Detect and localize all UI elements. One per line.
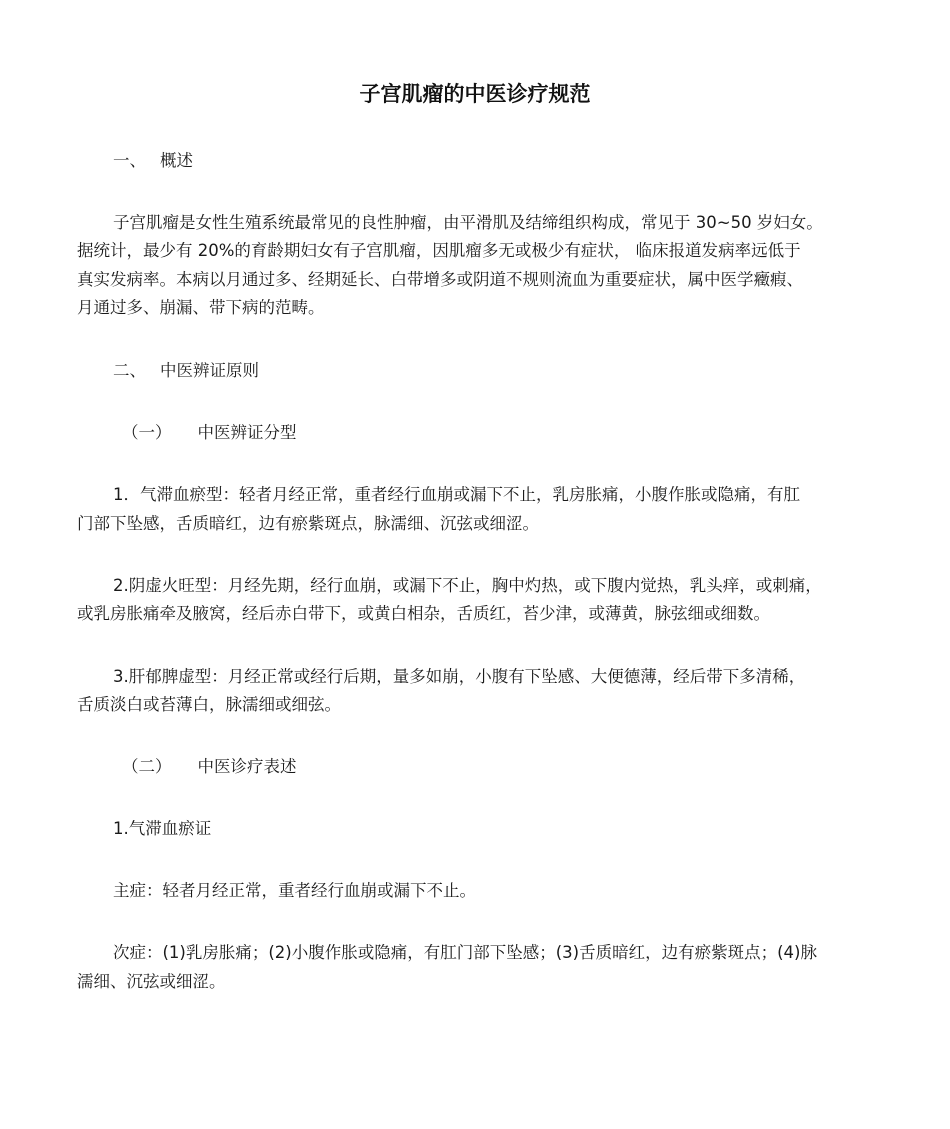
subsection-heading-diagnosis [77,757,922,777]
section-title: 概述 [160,151,193,170]
subsection-heading-types [77,423,922,443]
document-title: 子宫肌瘤的中医诊疗规范 [359,82,591,106]
type-paragraph-line: 2.阴虚火旺型：月经先期，经行血崩，或漏下不止，胸中灼热，或下腹内觉热，乳头痒，或刺痛， [113,576,822,595]
type-paragraph-line: 1．气滞血瘀型：轻者月经正常，重者经行血崩或漏下不止，乳房胀痛，小腹作胀或隐痛，有肛 [113,485,800,504]
section-title: 中医辨证原则 [160,361,259,380]
subsection-title: 中医辨证分型 [197,423,297,442]
type-paragraph-line: 门部下坠感，舌质暗红，边有瘀紫斑点，脉濡细、沉弦或细涩。 [77,514,539,533]
secondary-symptom-line: 次症：(1)乳房胀痛；(2)小腹作胀或隐痛，有肛门部下坠感；(3)舌质暗红，边有瘀紫斑点；(4)脉 [113,943,817,962]
overview-line: 据统计，最少有 20%的育龄期妇女有子宫肌瘤，因肌瘤多无或极少有症状， 临床报道发病率远低于 [77,241,801,260]
type-paragraph-line: 或乳房胀痛牵及腋窝，经后赤白带下，或黄白相杂，舌质红，苔少津，或薄黄，脉弦细或细数。 [77,604,770,623]
secondary-symptom-line: 濡细、沉弦或细涩。 [77,972,226,991]
section-heading-overview [77,151,913,171]
subsection-number: （一） [122,423,172,442]
item-heading: 1.气滞血瘀证 [113,819,212,838]
overview-line: 月通过多、崩漏、带下病的范畴。 [77,298,325,317]
type-paragraph-line: 3.肝郁脾虚型：月经正常或经行后期，量多如崩，小腹有下坠感、大便德薄，经后带下多清稀， [113,667,806,686]
overview-line: 真实发病率。本病以月通过多、经期延长、白带增多或阴道不规则流血为重要症状，属中医学癥瘕、 [77,270,803,289]
section-heading-principles [77,361,913,381]
type-paragraph-line: 舌质淡白或苔薄白，脉濡细或细弦。 [77,695,341,714]
overview-line: 子宫肌瘤是女性生殖系统最常见的良性肿瘤，由平滑肌及结缔组织构成，常见于 30~50 岁妇女。 [113,213,823,232]
section-number: 一、 [113,151,146,170]
subsection-title: 中医诊疗表述 [197,757,297,776]
subsection-number: （二） [122,757,172,776]
section-number: 二、 [113,361,146,380]
main-symptom-line: 主症：轻者月经正常，重者经行血崩或漏下不止。 [113,881,476,900]
